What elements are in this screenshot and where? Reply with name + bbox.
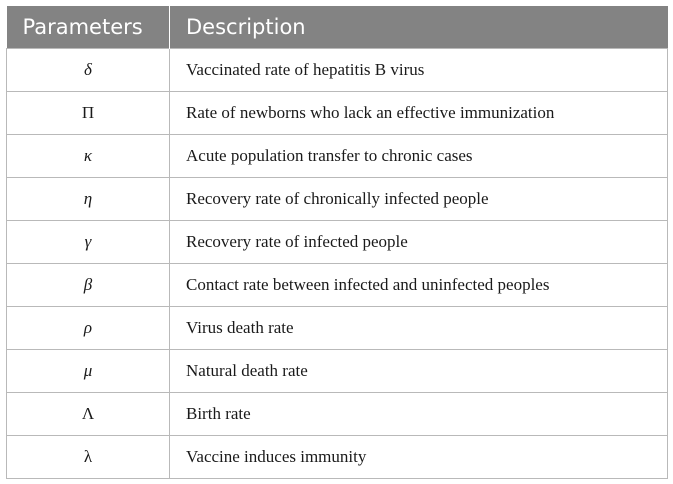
parameter-symbol: δ xyxy=(7,48,170,91)
table-row xyxy=(7,306,668,349)
table-row xyxy=(7,177,668,220)
header-description: Description xyxy=(170,6,668,48)
table-row xyxy=(7,349,668,392)
parameter-symbol: η xyxy=(7,177,170,220)
parameter-symbol: λ xyxy=(7,435,170,478)
parameter-description: Recovery rate of infected people xyxy=(170,220,668,263)
table-row xyxy=(7,220,668,263)
table-row xyxy=(7,91,668,134)
table-row xyxy=(7,435,668,478)
table-row xyxy=(7,48,668,91)
table-row xyxy=(7,392,668,435)
parameter-symbol: μ xyxy=(7,349,170,392)
header-row xyxy=(7,6,668,48)
parameter-description: Virus death rate xyxy=(170,306,668,349)
parameters-table xyxy=(6,6,668,479)
parameter-symbol: β xyxy=(7,263,170,306)
parameter-description: Natural death rate xyxy=(170,349,668,392)
parameter-symbol: Λ xyxy=(7,392,170,435)
parameter-description: Acute population transfer to chronic cases xyxy=(170,134,668,177)
parameter-symbol: γ xyxy=(7,220,170,263)
parameter-description: Contact rate between infected and uninfected peoples xyxy=(170,263,668,306)
table-row xyxy=(7,134,668,177)
parameter-description: Birth rate xyxy=(170,392,668,435)
parameter-symbol: ρ xyxy=(7,306,170,349)
parameter-description: Rate of newborns who lack an effective immunization xyxy=(170,91,668,134)
header-parameters: Parameters xyxy=(7,6,170,48)
table-row xyxy=(7,263,668,306)
parameter-description: Recovery rate of chronically infected people xyxy=(170,177,668,220)
parameter-description: Vaccinated rate of hepatitis B virus xyxy=(170,48,668,91)
parameter-symbol: κ xyxy=(7,134,170,177)
parameter-description: Vaccine induces immunity xyxy=(170,435,668,478)
parameter-symbol: Π xyxy=(7,91,170,134)
